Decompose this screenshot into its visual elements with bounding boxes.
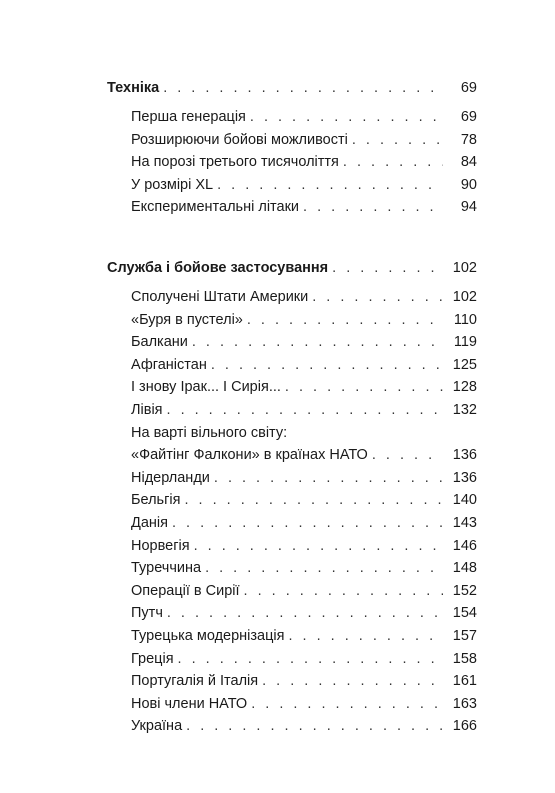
leader-dots	[250, 107, 443, 127]
entry-label: Бельгія	[131, 492, 181, 509]
entry-label: Балкани	[131, 334, 188, 351]
entry-label: Путч	[131, 605, 163, 622]
entry-page-number: 163	[452, 695, 477, 712]
entry-page-number: 119	[453, 334, 477, 351]
entry-page-number: 69	[460, 109, 477, 125]
section-page-number: 102	[452, 260, 477, 276]
toc-entry[interactable]	[0, 581, 477, 604]
entry-label: Турецька модернізація	[131, 627, 285, 644]
leader-dots	[194, 536, 443, 556]
leader-dots	[217, 175, 443, 195]
toc-entry[interactable]	[0, 130, 477, 153]
toc-entry[interactable]	[0, 694, 477, 717]
entry-label: «Файтінг Фалкони» в країнах НАТО	[131, 447, 368, 464]
entry-label: Сполучені Штати Америки	[131, 289, 309, 305]
leader-dots	[352, 130, 443, 150]
leader-dots	[244, 581, 443, 601]
entry-page-number: 158	[452, 650, 477, 667]
entry-page-number: 154	[452, 605, 477, 622]
toc-entry[interactable]	[0, 377, 477, 400]
leader-dots	[303, 197, 443, 217]
section-title: Служба і бойове застосування	[107, 260, 329, 276]
leader-dots	[172, 513, 443, 533]
leader-dots	[192, 332, 443, 352]
entry-label: Нідерланди	[131, 469, 210, 486]
leader-dots	[167, 603, 443, 623]
entry-page-number: 146	[452, 537, 477, 554]
entry-label: Перша генерація	[131, 109, 246, 125]
section-page-number: 69	[460, 80, 477, 96]
toc-entry[interactable]	[0, 310, 477, 333]
leader-dots	[285, 377, 443, 397]
leader-dots	[247, 310, 443, 330]
toc-entry[interactable]	[0, 513, 477, 536]
entry-label: «Буря в пустелі»	[131, 311, 243, 328]
entry-page-number: 102	[452, 289, 477, 305]
toc-entry[interactable]	[0, 536, 477, 559]
toc-entry[interactable]	[0, 400, 477, 423]
entry-page-number: 161	[452, 673, 477, 690]
entry-label: На варті вільного світу:	[131, 424, 288, 441]
toc-entry[interactable]	[0, 626, 477, 649]
leader-dots	[372, 445, 443, 465]
entry-label: Операції в Сирії	[131, 582, 240, 599]
entry-page-number: 136	[452, 447, 477, 464]
toc-section-technology	[0, 78, 555, 220]
entry-page-number: 148	[452, 560, 477, 577]
entry-page-number: 140	[452, 492, 477, 509]
entry-label: Норвегія	[131, 537, 190, 554]
entry-page-number: 128	[452, 379, 477, 396]
entry-page-number: 94	[460, 199, 477, 216]
leader-dots	[211, 355, 443, 375]
leader-dots	[167, 400, 443, 420]
entry-label: І знову Ірак... І Сирія...	[131, 379, 281, 396]
leader-dots	[178, 649, 443, 669]
entry-label: Лівія	[131, 401, 163, 418]
toc-section-service	[0, 258, 555, 739]
leader-dots	[214, 468, 443, 488]
toc-entry[interactable]	[0, 175, 477, 198]
leader-dots	[186, 716, 443, 736]
entry-label: У розмірі XL	[131, 176, 214, 193]
leader-dots	[343, 152, 443, 172]
entry-page-number: 78	[460, 131, 477, 148]
leader-dots	[312, 287, 443, 307]
toc-entry-heading	[0, 423, 477, 446]
leader-dots	[184, 490, 443, 510]
toc-entry[interactable]	[0, 468, 477, 491]
entry-label: Україна	[131, 718, 183, 735]
entry-label: Португалія й Італія	[131, 673, 259, 690]
leader-dots	[251, 694, 443, 714]
entry-label: Афганістан	[131, 356, 207, 373]
toc-entry[interactable]	[0, 107, 477, 130]
toc-entry[interactable]	[0, 445, 477, 468]
entry-page-number: 136	[452, 469, 477, 486]
toc-entry[interactable]	[0, 332, 477, 355]
toc-entry[interactable]	[0, 716, 477, 739]
entry-page-number: 132	[452, 401, 477, 418]
leader-dots	[289, 626, 444, 646]
entry-page-number: 143	[452, 514, 477, 531]
entry-page-number: 84	[460, 154, 477, 171]
toc-entry[interactable]	[0, 355, 477, 378]
entry-label: Греція	[131, 650, 174, 667]
toc-entry[interactable]	[0, 558, 477, 581]
section-title: Техніка	[107, 80, 160, 96]
entry-label: На порозі третього тисячоліття	[131, 154, 339, 171]
leader-dots	[262, 671, 443, 691]
entry-page-number: 157	[452, 627, 477, 644]
entry-label: Туреччина	[131, 560, 202, 577]
entry-label: Розширюючи бойові можливості	[131, 131, 348, 148]
entry-page-number: 125	[452, 356, 477, 373]
entry-page-number: 90	[460, 176, 477, 193]
toc-entry[interactable]	[0, 197, 477, 220]
toc-entry[interactable]	[0, 490, 477, 513]
toc-entry[interactable]	[0, 603, 477, 626]
leader-dots	[163, 78, 443, 98]
toc-entry[interactable]	[0, 287, 477, 310]
entry-label: Нові члени НАТО	[131, 695, 248, 712]
leader-dots	[332, 258, 443, 278]
toc-entry[interactable]	[0, 152, 477, 175]
toc-entry[interactable]	[0, 671, 477, 694]
entry-label: Експериментальні літаки	[131, 199, 300, 216]
toc-section-heading[interactable]	[0, 78, 477, 100]
entry-label: Данія	[131, 514, 168, 531]
entry-page-number: 110	[453, 311, 477, 328]
toc-section-heading[interactable]	[0, 258, 477, 280]
entry-page-number: 166	[452, 718, 477, 735]
entry-page-number: 152	[452, 582, 477, 599]
leader-dots	[205, 558, 443, 578]
toc-entry[interactable]	[0, 649, 477, 672]
